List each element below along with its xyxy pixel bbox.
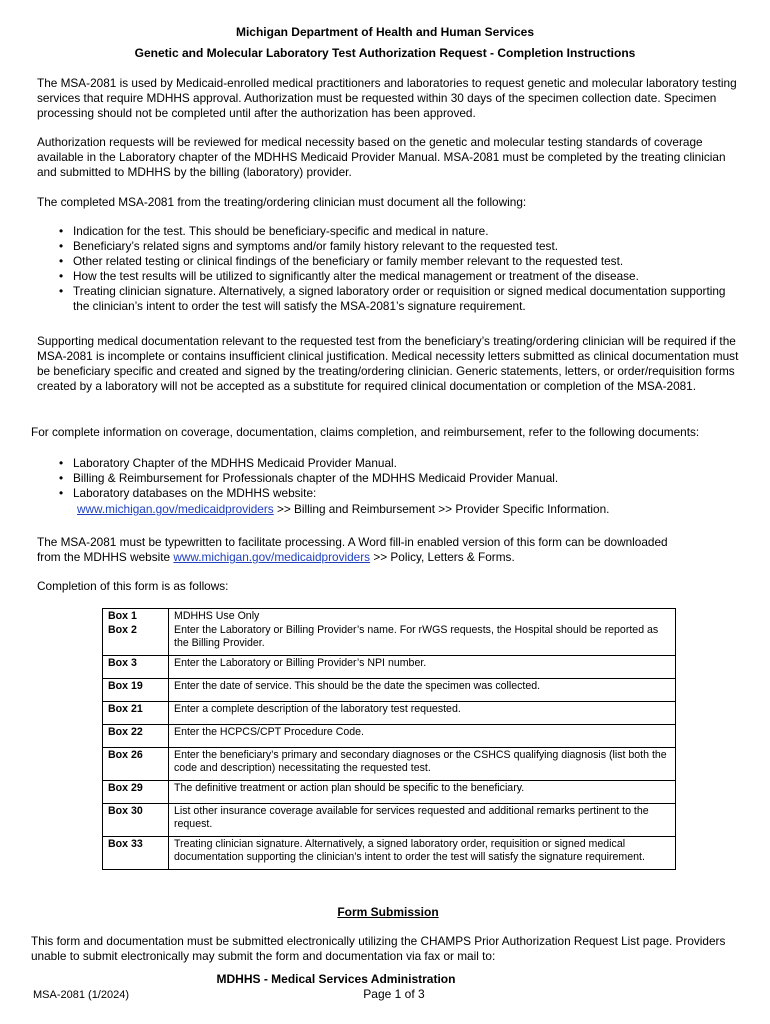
completion-intro: Completion of this form is as follows: [37,579,229,593]
box-instruction: Enter the HCPCS/CPT Procedure Code. [169,724,676,747]
medicaid-providers-link[interactable]: www.michigan.gov/medicaidproviders [173,550,371,564]
list-item: • Indication for the test. This should be beneficiary-specific and medical in nature. [57,224,737,239]
agency-name: Michigan Department of Health and Human Services [235,25,535,39]
box-instruction: MDHHS Use Only [169,609,676,624]
box-label: Box 30 [103,803,169,836]
intro-paragraph-1: The MSA-2081 is used by Medicaid-enrolled medical practitioners and laboratories to request genetic and molecular laboratory testing services that require MDHHS approval. Authorization must be requested within 30 days of the specimen collection date. Specimen processing should not be completed until after the authorization has been approved. [37,76,737,120]
form-id: MSA-2081 (1/2024) [33,989,129,1001]
typewritten-paragraph [37,535,677,565]
box-instruction: The definitive treatment or action plan should be specific to the beneficiary. [169,780,676,803]
table-row [103,624,676,656]
box-label: Box 33 [103,836,169,869]
list-item: • Treating clinician signature. Alternatively, a signed laboratory order or requisition or signed medical documentation supporting the clinician’s intent to order the test will satisfy the MSA-2081’s signature requirement. [57,284,737,314]
box-label: Box 1 [103,609,169,624]
typewritten-text: The MSA-2081 must be typewritten to facilitate processing. A Word fill-in enabled version of this form can be downloaded from the MDHHS website [37,535,668,564]
table-row [103,701,676,724]
list-item: • Beneficiary’s related signs and symptoms and/or family history relevant to the requested test. [57,239,737,254]
box-instruction: Enter a complete description of the laboratory test requested. [169,701,676,724]
box-instruction: Enter the beneficiary’s primary and secondary diagnoses or the CSHCS qualifying diagnosis (list both the code and description) necessitating the requested test. [169,747,676,780]
reference-link-line [77,502,737,517]
box-instruction: List other insurance coverage available for services requested and additional remarks pertinent to the request. [169,803,676,836]
box-label: Box 22 [103,724,169,747]
list-item: • Other related testing or clinical findings of the beneficiary or family member relevant to the requested test. [57,254,737,269]
table-row [103,836,676,869]
box-label: Box 2 [103,624,169,656]
box-instruction: Enter the Laboratory or Billing Provider’s name. For rWGS requests, the Hospital should be reported as the Billing Provider. [169,624,676,656]
form-submission-text: This form and documentation must be submitted electronically utilizing the CHAMPS Prior Authorization Request List page. Providers unable to submit electronically may submit the form and documentation via fax or mail to: [31,934,726,963]
medicaid-providers-link[interactable]: www.michigan.gov/medicaidproviders [77,502,274,516]
list-item: • Billing & Reimbursement for Professionals chapter of the MDHHS Medicaid Provider Manual. [57,471,737,486]
list-item: • Laboratory Chapter of the MDHHS Medicaid Provider Manual. [57,456,737,471]
reference-link-suffix: >> Billing and Reimbursement >> Provider Specific Information. [273,502,610,516]
list-item: • Laboratory databases on the MDHHS website: [57,486,737,501]
box-label: Box 21 [103,701,169,724]
table-row [103,655,676,678]
box-label: Box 3 [103,655,169,678]
table-row [103,780,676,803]
requirements-list [57,224,737,314]
form-submission-heading: Form Submission [337,905,439,919]
box-instruction: Enter the Laboratory or Billing Provider’s NPI number. [169,655,676,678]
table-row [103,678,676,701]
table-row [103,803,676,836]
box-instruction: Enter the date of service. This should be the date the specimen was collected. [169,678,676,701]
list-item: • How the test results will be utilized to significantly alter the medical management or treatment of the disease. [57,269,737,284]
supporting-documentation-paragraph: Supporting medical documentation relevant to the requested test from the beneficiary’s treating/ordering clinician will be required if the MSA-2081 is incomplete or contains insufficient clinical justification. Medical necessity letters submitted as clinical documentation must be beneficiary specific and created and signed by the treating/ordering clinician. Generic statements, letters, or order/requisition forms created by a laboratory will not be accepted as a substitute for required clinical documentation or completion of the MSA-2081. [37,334,739,393]
page-number: Page 1 of 3 [363,987,425,1001]
document-title: Genetic and Molecular Laboratory Test Authorization Request - Completion Instructions [134,46,636,60]
table-row [103,724,676,747]
table-row [103,609,676,624]
typewritten-suffix: >> Policy, Letters & Forms. [370,550,515,564]
table-row [103,747,676,780]
box-label: Box 19 [103,678,169,701]
intro-paragraph-3: The completed MSA-2081 from the treating/ordering clinician must document all the following: [37,195,527,209]
references-list [57,456,737,501]
box-label: Box 26 [103,747,169,780]
completion-table [102,608,676,870]
box-instruction: Treating clinician signature. Alternatively, a signed laboratory order, requisition or signed medical documentation supporting the clinician’s intent to order the test will satisfy the signature requirement. [169,836,676,869]
footer-address-line: MDHHS - Medical Services Administration [216,972,456,986]
intro-paragraph-2: Authorization requests will be reviewed for medical necessity based on the genetic and molecular testing standards of coverage available in the Laboratory chapter of the MDHHS Medicaid Provider Manual. MSA-2081 must be completed by the treating clinician and submitted to MDHHS by the billing (laboratory) provider. [37,135,726,179]
box-label: Box 29 [103,780,169,803]
references-intro: For complete information on coverage, documentation, claims completion, and reimbursement, refer to the following documents: [31,425,700,439]
